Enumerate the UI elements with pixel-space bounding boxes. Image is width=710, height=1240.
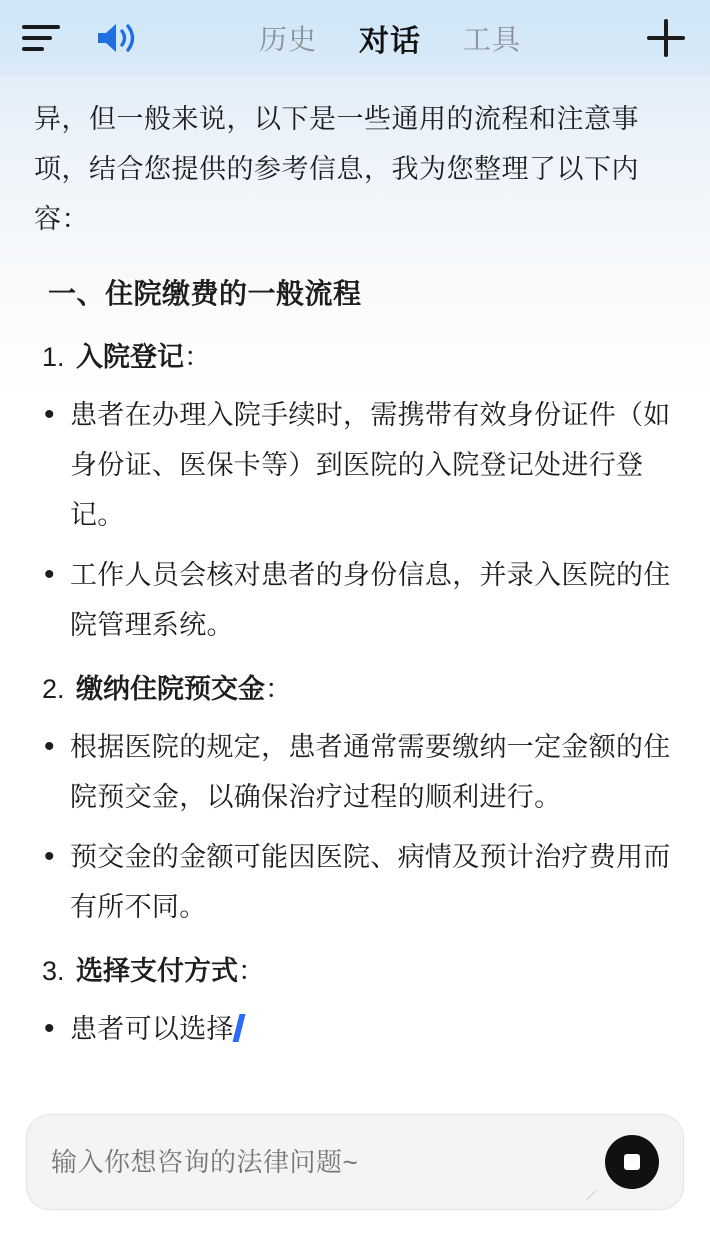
bullet-dot-icon: • (44, 730, 55, 763)
streaming-cursor-icon (232, 1014, 245, 1042)
resize-handle (585, 1189, 597, 1201)
section-heading: 一、住院缴费的一般流程 (48, 278, 362, 309)
bullet-item (44, 832, 676, 932)
conversation-content (0, 76, 710, 1100)
step-number: 3. (42, 956, 65, 986)
step-title: 选择支付方式 (76, 956, 238, 986)
bullet-item (44, 1004, 676, 1054)
list-item (42, 666, 676, 712)
menu-line-1 (22, 25, 60, 29)
step-colon: ： (265, 674, 292, 704)
bullet-dot-icon: • (44, 558, 55, 591)
tab-dialogue[interactable]: 对话 (359, 25, 421, 58)
step-colon: ： (184, 342, 211, 372)
bullet-item (44, 722, 676, 822)
bullet-text: 患者在办理入院手续时，需携带有效身份证件（如身份证、医保卡等）到医院的入院登记处进行登记。 (70, 400, 671, 530)
plus-icon[interactable] (644, 16, 688, 60)
menu-line-3 (22, 47, 44, 51)
top-nav (142, 14, 638, 62)
bullet-item (44, 550, 676, 650)
top-bar (0, 0, 710, 76)
step-colon: ： (238, 956, 265, 986)
stop-generation-button[interactable] (605, 1135, 659, 1189)
bullet-dot-icon: • (44, 398, 55, 431)
bullet-text: 患者可以选择 (70, 1014, 234, 1044)
bullet-text: 预交金的金额可能因医院、病情及预计治疗费用而有所不同。 (70, 842, 671, 922)
tab-history[interactable]: 历史 (258, 24, 317, 55)
hamburger-menu-icon[interactable] (22, 23, 62, 53)
menu-line-2 (22, 36, 52, 40)
bullet-text: 根据医院的规定，患者通常需要缴纳一定金额的住院预交金，以确保治疗过程的顺利进行。 (70, 732, 671, 812)
step-title: 入院登记 (76, 342, 184, 372)
tab-tools[interactable]: 工具 (463, 24, 522, 55)
bullet-dot-icon: • (44, 1012, 55, 1045)
list-item (42, 334, 676, 380)
stop-square-icon (624, 1154, 640, 1170)
list-item (42, 948, 676, 994)
message-intro-text: 异，但一般来说，以下是一些通用的流程和注意事项，结合您提供的参考信息，我为您整理了以下内容： (34, 104, 639, 234)
speaker-on-icon[interactable] (94, 18, 142, 58)
step-number: 1. (42, 342, 65, 372)
bullet-item (44, 390, 676, 540)
chat-input[interactable] (51, 1147, 605, 1178)
composer-bar[interactable] (26, 1114, 684, 1210)
bullet-dot-icon: • (44, 840, 55, 873)
bullet-text: 工作人员会核对患者的身份信息，并录入医院的住院管理系统。 (70, 560, 671, 640)
step-number: 2. (42, 674, 65, 704)
step-title: 缴纳住院预交金 (76, 674, 265, 704)
